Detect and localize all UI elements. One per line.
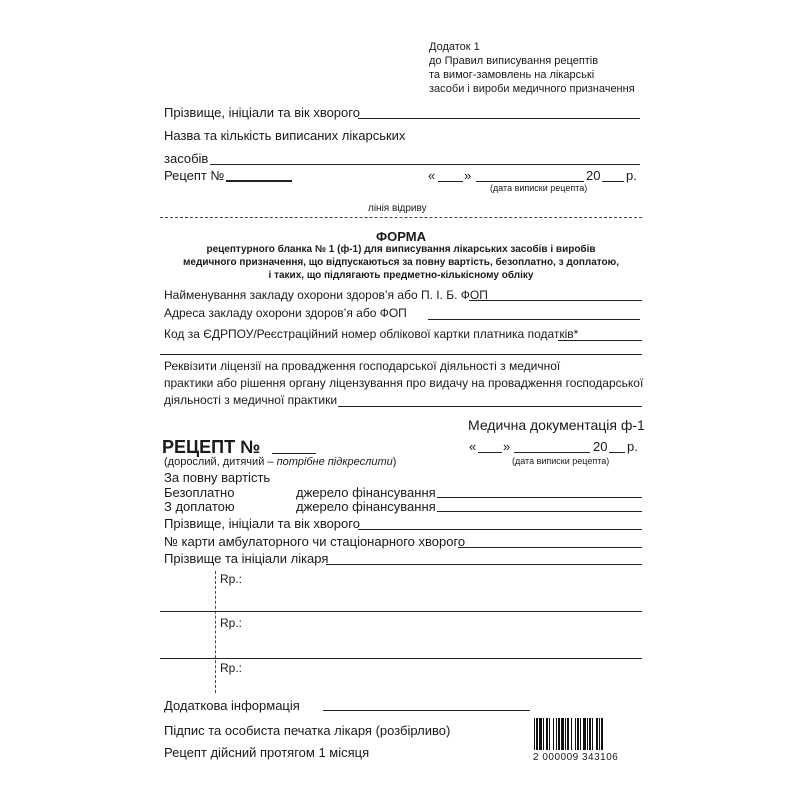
- stub-recipe-number-field[interactable]: [226, 180, 292, 182]
- barcode-bar: [601, 718, 603, 750]
- barcode-bar: [561, 718, 564, 750]
- barcode-bar: [587, 718, 588, 750]
- barcode-bar: [534, 718, 535, 750]
- copay-funding-label: джерело фінансування: [296, 499, 436, 514]
- barcode-bar: [553, 718, 554, 750]
- stub-drugs-label: Назва та кількість виписаних лікарських: [164, 128, 406, 143]
- appendix-line: засоби і вироби медичного призначення: [429, 83, 635, 95]
- rp-field[interactable]: [160, 611, 642, 612]
- form-subtitle-line: медичного призначення, що відпускаються за повну вартість, безоплатно, з доплатою,: [183, 257, 619, 268]
- barcode-bar: [539, 718, 542, 750]
- stub-patient-label: Прізвище, ініціали та вік хворого: [164, 105, 360, 120]
- appendix-line: Додаток 1: [429, 41, 480, 53]
- barcode-bar: [596, 718, 598, 750]
- copay-funding-field[interactable]: [437, 511, 642, 512]
- medical-doc-label: Медична документація ф-1: [468, 417, 645, 433]
- stub-date-day-field[interactable]: [438, 181, 463, 182]
- barcode-bar: [567, 718, 569, 750]
- signature-label: Підпис та особиста печатка лікаря (розбірливо): [164, 723, 451, 738]
- barcode-bar: [565, 718, 566, 750]
- license-label-3: діяльності з медичної практики: [164, 393, 338, 407]
- barcode-bar: [558, 718, 560, 750]
- stub-date-open: «: [428, 168, 436, 183]
- stub-year-suffix: р.: [626, 168, 637, 183]
- rp-label: Rp.:: [220, 616, 243, 630]
- barcode-bar: [589, 718, 591, 750]
- additional-info-field[interactable]: [323, 710, 530, 711]
- doctor-field[interactable]: [326, 564, 642, 565]
- appendix-note: [429, 40, 635, 96]
- barcode-bar: [592, 718, 593, 750]
- facility-extra-line[interactable]: [160, 354, 642, 355]
- recipe-year-suffix: р.: [627, 439, 638, 454]
- age-hint: [164, 456, 396, 468]
- free-option[interactable]: Безоплатно: [164, 485, 235, 500]
- age-hint-suffix: ): [392, 456, 397, 468]
- barcode-bar: [580, 718, 581, 750]
- stub-patient-field[interactable]: [358, 118, 640, 119]
- stub-drugs-field[interactable]: [210, 164, 640, 165]
- barcode-bar: [571, 718, 572, 750]
- form-subtitle-line: і таких, що підлягають предметно-кількісному обліку: [268, 270, 534, 281]
- barcode-bar: [583, 718, 586, 750]
- recipe-date-open: «: [469, 439, 477, 454]
- recipe-year-prefix: 20: [593, 439, 608, 454]
- recipe-date-month-field[interactable]: [514, 452, 590, 453]
- stub-year-field[interactable]: [602, 181, 624, 182]
- age-hint-prefix: (дорослий, дитячий –: [164, 456, 277, 468]
- doctor-label: Прізвище та ініціали лікаря: [164, 551, 329, 566]
- license-label-1: Реквізити ліцензії на провадження господарської діяльності з медичної: [164, 359, 561, 373]
- recipe-patient-field[interactable]: [358, 529, 642, 530]
- rp-field[interactable]: [160, 658, 642, 659]
- barcode-bar: [556, 718, 557, 750]
- facility-address-label: Адреса закладу охорони здоров’я або ФОП: [164, 306, 407, 320]
- stub-recipe-label: Рецепт №: [164, 168, 225, 183]
- facility-name-field[interactable]: [469, 300, 642, 301]
- full-cost-option[interactable]: За повну вартість: [164, 470, 271, 485]
- form-subtitle-line: рецептурного бланка № 1 (ф-1) для виписування лікарських засобів і виробів: [206, 244, 596, 255]
- barcode-bar: [549, 718, 550, 750]
- stub-year-prefix: 20: [586, 168, 601, 183]
- free-funding-label: джерело фінансування: [296, 485, 436, 500]
- recipe-year-field[interactable]: [609, 452, 625, 453]
- barcode-bar: [546, 718, 548, 750]
- rp-label: Rp.:: [220, 661, 243, 675]
- license-label-2: практики або рішення органу ліцензування про видачу на провадження господарської: [164, 376, 644, 390]
- card-number-label: № карти амбулаторного чи стаціонарного хворого: [164, 534, 466, 549]
- license-field[interactable]: [338, 406, 642, 407]
- rp-label: Rp.:: [220, 572, 243, 586]
- additional-info-label: Додаткова інформація: [164, 698, 300, 713]
- copay-option[interactable]: З доплатою: [164, 499, 235, 514]
- form-subtitle: [160, 243, 642, 282]
- facility-code-field[interactable]: [558, 340, 642, 341]
- facility-name-label: Найменування закладу охорони здоров’я або П. І. Б. ФОП: [164, 288, 488, 302]
- recipe-number-field[interactable]: [272, 453, 316, 454]
- free-funding-field[interactable]: [437, 497, 642, 498]
- barcode-number: 2 000009 343106: [533, 752, 619, 763]
- stub-date-close: »: [464, 168, 472, 183]
- stub-date-caption: (дата виписки рецепта): [490, 183, 588, 193]
- recipe-patient-label: Прізвище, ініціали та вік хворого: [164, 516, 360, 531]
- barcode-bar: [536, 718, 538, 750]
- barcode-bar: [575, 718, 576, 750]
- barcode-bar: [543, 718, 544, 750]
- facility-code-label: Код за ЄДРПОУ/Реєстраційний номер облікової картки платника податків*: [164, 327, 579, 341]
- stub-drugs-label-cont: засобів: [164, 151, 209, 166]
- facility-address-field[interactable]: [428, 319, 640, 320]
- age-hint-italic: потрібне підкреслити: [276, 456, 393, 468]
- card-number-field[interactable]: [458, 547, 642, 548]
- tear-line-label: лінія відриву: [368, 203, 427, 214]
- validity-label: Рецепт дійсний протягом 1 місяця: [164, 745, 370, 760]
- tear-line: [160, 217, 642, 218]
- rp-margin-line: [215, 571, 216, 693]
- barcode-bar: [599, 718, 600, 750]
- barcode-bar: [577, 718, 579, 750]
- recipe-date-caption: (дата виписки рецепта): [512, 456, 610, 466]
- appendix-line: до Правил виписування рецептів: [429, 55, 599, 67]
- form-title: ФОРМА: [376, 229, 426, 244]
- recipe-date-day-field[interactable]: [478, 452, 502, 453]
- recipe-date-close: »: [503, 439, 511, 454]
- recipe-title: РЕЦЕПТ №: [162, 437, 261, 457]
- appendix-line: та вимог-замовлень на лікарські: [429, 69, 595, 81]
- stub-date-month-field[interactable]: [476, 181, 584, 182]
